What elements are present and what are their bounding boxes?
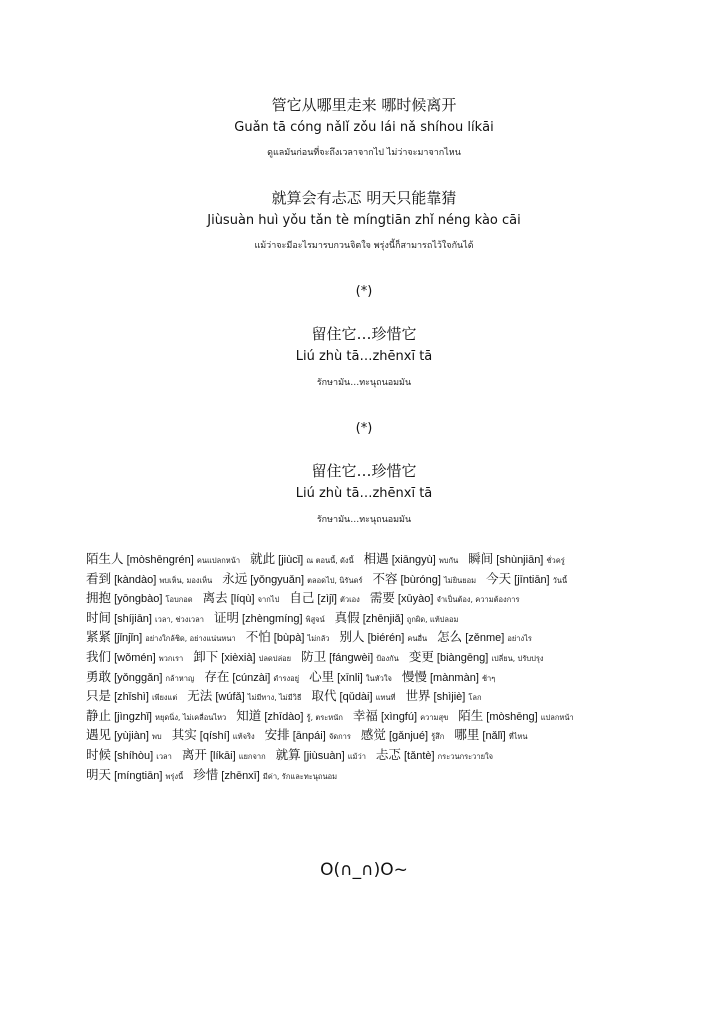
vocab-meaning: ที่ไหน bbox=[508, 732, 528, 742]
vocab-hanzi: 存在 bbox=[204, 668, 230, 684]
vocab-line bbox=[86, 724, 726, 744]
vocab-entry bbox=[86, 646, 183, 665]
vocab-pinyin: [xīnli] bbox=[334, 671, 366, 684]
vocab-entry bbox=[402, 666, 495, 685]
vocab-entry bbox=[193, 764, 337, 783]
vocab-hanzi: 感觉 bbox=[360, 727, 386, 743]
vocab-meaning: เปลี่ยน, ปรับปรุง bbox=[491, 653, 544, 663]
vocab-entry bbox=[204, 666, 299, 685]
vocab-meaning: ความสุข bbox=[420, 712, 449, 722]
vocab-hanzi: 就算 bbox=[275, 746, 301, 762]
vocab-entry bbox=[364, 548, 459, 567]
vocab-hanzi: 陌生 bbox=[458, 707, 484, 723]
vocab-entry bbox=[376, 744, 493, 763]
vocab-pinyin: [fángwèi] bbox=[326, 651, 377, 664]
vocab-meaning: โอบกอด bbox=[165, 595, 193, 605]
vocab-entry bbox=[265, 724, 351, 743]
vocab-hanzi: 就此 bbox=[250, 551, 276, 566]
vocab-meaning: แปลกหน้า bbox=[540, 712, 574, 722]
vocab-entry bbox=[182, 744, 266, 763]
vocab-line bbox=[86, 548, 726, 568]
vocab-pinyin: [jīntiān] bbox=[511, 573, 553, 586]
vocab-pinyin: [zìjǐ] bbox=[314, 593, 341, 606]
vocab-entry bbox=[458, 705, 574, 724]
vocab-line bbox=[86, 685, 726, 705]
vocab-entry bbox=[372, 568, 476, 587]
vocab-hanzi: 怎么 bbox=[437, 629, 463, 645]
vocab-meaning: โลก bbox=[468, 693, 482, 703]
vocab-hanzi: 拥抱 bbox=[86, 590, 112, 606]
vocab-line bbox=[86, 607, 726, 627]
vocab-entry bbox=[172, 724, 255, 743]
vocab-pinyin: [yōngbào] bbox=[111, 593, 166, 606]
vocab-meaning: จัดการ bbox=[328, 732, 351, 742]
vocab-pinyin: [xūyào] bbox=[394, 593, 437, 606]
vocab-line bbox=[86, 744, 726, 764]
vocab-pinyin: [kàndào] bbox=[111, 573, 160, 586]
vocab-hanzi: 相遇 bbox=[363, 551, 389, 566]
verse-2-chinese: 就算会有忐忑 明天只能靠猜 bbox=[271, 189, 457, 207]
vocab-entry bbox=[311, 685, 395, 704]
vocab-line bbox=[86, 626, 726, 646]
vocab-pinyin: [xièxià] bbox=[218, 651, 259, 664]
vocab-hanzi: 勇敢 bbox=[86, 668, 112, 684]
chorus-marker-1: (*) bbox=[355, 284, 373, 299]
vocab-entry bbox=[86, 587, 193, 606]
vocab-pinyin: [qǔdài] bbox=[336, 691, 376, 704]
vocab-hanzi: 珍惜 bbox=[193, 766, 219, 782]
vocab-meaning: พบกัน bbox=[438, 556, 459, 565]
vocab-hanzi: 世界 bbox=[405, 688, 431, 704]
vocab-line bbox=[86, 666, 726, 686]
vocab-pinyin: [jǐnjǐn] bbox=[111, 632, 146, 645]
chorus-2-pinyin: Liú zhù tā…zhēnxī tā bbox=[295, 486, 433, 501]
vocab-meaning: หยุดนิ่ง, ไม่เคลื่อนไหว bbox=[155, 712, 227, 722]
vocab-hanzi: 离开 bbox=[181, 746, 207, 762]
vocab-pinyin: [tǎntè] bbox=[400, 749, 438, 762]
vocab-entry bbox=[236, 705, 343, 724]
vocab-meaning: กล้าหาญ bbox=[165, 673, 195, 683]
vocab-entry bbox=[335, 607, 459, 626]
vocab-entry bbox=[353, 705, 448, 724]
vocab-meaning: วันนี้ bbox=[552, 575, 568, 585]
verse-1-chinese: 管它从哪里走来 哪时候离开 bbox=[271, 96, 457, 114]
verse-1-pinyin: Guǎn tā cóng nǎlǐ zǒu lái nǎ shíhou líkāi bbox=[234, 120, 494, 135]
vocab-pinyin: [qíshí] bbox=[196, 730, 233, 743]
vocab-pinyin: [zhēnxī] bbox=[218, 769, 263, 782]
vocab-meaning: อย่างไร bbox=[507, 634, 532, 644]
vocab-hanzi: 心里 bbox=[309, 668, 335, 684]
vocab-hanzi: 需要 bbox=[369, 590, 395, 606]
vocab-pinyin: [zhèngmíng] bbox=[238, 612, 306, 625]
vocab-entry bbox=[86, 568, 212, 587]
vocab-pinyin: [ānpái] bbox=[289, 730, 329, 743]
vocab-meaning: พบเห็น, มองเห็น bbox=[159, 575, 213, 585]
vocab-hanzi: 防卫 bbox=[301, 648, 327, 664]
vocab-meaning: ไม่กลัว bbox=[307, 634, 330, 644]
verse-1-thai: ดูแลมันก่อนที่จะถึงเวลาจากไป ไม่ว่าจะมาจากไหน bbox=[267, 148, 461, 158]
vocab-pinyin: [wǒmén] bbox=[111, 651, 159, 664]
vocab-pinyin: [mòshēngrén] bbox=[123, 554, 197, 566]
vocab-pinyin: [biérén] bbox=[364, 632, 408, 645]
vocab-pinyin: [zhīdào] bbox=[261, 710, 307, 723]
vocab-meaning: ถูกผิด, แท้ปลอม bbox=[406, 614, 459, 624]
vocab-meaning: แทนที่ bbox=[375, 693, 396, 703]
vocab-entry bbox=[289, 587, 360, 606]
vocab-meaning: พิสูจน์ bbox=[305, 614, 325, 624]
vocab-meaning: ไม่ยินยอม bbox=[443, 575, 477, 585]
vocab-entry bbox=[193, 646, 291, 665]
vocab-entry bbox=[86, 685, 177, 704]
vocab-meaning: ปลดปล่อย bbox=[258, 653, 292, 663]
vocab-hanzi: 真假 bbox=[334, 609, 360, 625]
vocab-meaning: แยกจาก bbox=[238, 751, 266, 761]
vocab-meaning: ตลอดไป, นิรันดร์ bbox=[307, 575, 363, 585]
vocab-hanzi: 无法 bbox=[187, 688, 213, 704]
chorus-1-pinyin: Liú zhù tā…zhēnxī tā bbox=[295, 349, 433, 364]
vocab-line bbox=[86, 705, 726, 725]
vocab-meaning: รู้, ตระหนัก bbox=[306, 712, 343, 722]
vocab-entry bbox=[86, 705, 226, 724]
vocab-hanzi: 今天 bbox=[486, 570, 512, 586]
vocab-hanzi: 时候 bbox=[86, 746, 112, 762]
vocab-hanzi: 哪里 bbox=[454, 727, 480, 743]
vocab-pinyin: [wúfǎ] bbox=[212, 691, 248, 704]
vocab-hanzi: 慢慢 bbox=[401, 668, 427, 684]
vocab-meaning: แท้จริง bbox=[232, 732, 255, 742]
vocab-meaning: จากไป bbox=[257, 595, 280, 605]
vocab-entry bbox=[276, 744, 366, 763]
vocab-meaning: ป้องกัน bbox=[376, 653, 399, 663]
vocab-hanzi: 别人 bbox=[339, 629, 365, 645]
vocab-pinyin: [jiùsuàn] bbox=[300, 749, 348, 762]
vocab-entry bbox=[454, 724, 527, 743]
vocab-hanzi: 幸福 bbox=[352, 707, 378, 723]
chorus-1-chinese: 留住它…珍惜它 bbox=[311, 325, 417, 343]
vocab-hanzi: 变更 bbox=[408, 648, 434, 664]
vocab-meaning: เวลา bbox=[156, 751, 172, 761]
vocab-meaning: อย่างใกล้ชิด, อย่างแน่นหนา bbox=[145, 634, 236, 644]
vocab-pinyin: [xiāngyù] bbox=[388, 554, 439, 566]
vocab-meaning: ในหัวใจ bbox=[365, 673, 392, 683]
vocab-meaning: ตัวเอง bbox=[340, 595, 360, 605]
vocab-pinyin: [gǎnjué] bbox=[385, 730, 432, 743]
vocab-pinyin: [biàngēng] bbox=[433, 651, 492, 664]
vocab-hanzi: 瞬间 bbox=[468, 551, 494, 566]
vocab-pinyin: [míngtiān] bbox=[111, 769, 166, 782]
verse-2-pinyin: Jiùsuàn huì yǒu tǎn tè míngtiān zhǐ néng kào cāi bbox=[207, 213, 521, 228]
vocab-hanzi: 明天 bbox=[86, 766, 112, 782]
vocab-pinyin: [shùnjiān] bbox=[493, 554, 547, 566]
vocab-meaning: คนอื่น bbox=[407, 634, 428, 644]
vocab-entry bbox=[86, 724, 162, 743]
vocab-entry bbox=[214, 607, 325, 626]
vocab-entry bbox=[86, 764, 183, 783]
vocab-pinyin: [zěnme] bbox=[462, 632, 508, 645]
vocab-hanzi: 不容 bbox=[372, 570, 398, 586]
vocab-meaning: พรุ่งนี้ bbox=[165, 771, 184, 781]
vocab-hanzi: 离去 bbox=[202, 590, 228, 606]
vocab-meaning: ไม่มีทาง, ไม่มีวิธี bbox=[247, 693, 302, 703]
vocab-meaning: กระวนกระวายใจ bbox=[437, 751, 494, 761]
vocab-entry bbox=[246, 626, 330, 645]
vocab-pinyin: [cúnzài] bbox=[229, 671, 274, 684]
vocab-meaning: จำเป็นต้อง, ความต้องการ bbox=[436, 595, 520, 605]
vocab-meaning: รู้สึก bbox=[431, 732, 445, 742]
vocab-hanzi: 忐忑 bbox=[375, 746, 401, 762]
vocab-entry bbox=[86, 744, 172, 763]
vocab-pinyin: [yǒngyuǎn] bbox=[247, 573, 308, 586]
vocab-entry bbox=[187, 685, 301, 704]
vocab-pinyin: [shíhòu] bbox=[111, 749, 157, 762]
vocabulary-list bbox=[86, 548, 726, 783]
vocab-meaning: ช้าๆ bbox=[481, 673, 496, 683]
vocab-pinyin: [jìngzhǐ] bbox=[111, 710, 156, 723]
chorus-2-chinese: 留住它…珍惜它 bbox=[311, 462, 417, 480]
vocab-hanzi: 陌生人 bbox=[86, 551, 124, 566]
vocab-meaning: ดำรงอยู่ bbox=[273, 673, 300, 683]
vocab-pinyin: [nǎlǐ] bbox=[479, 730, 509, 743]
vocab-entry bbox=[409, 646, 544, 665]
vocab-meaning: เวลา, ช่วงเวลา bbox=[155, 614, 204, 624]
vocab-entry bbox=[86, 607, 204, 626]
vocab-pinyin: [jiùcǐ] bbox=[275, 554, 307, 566]
vocab-hanzi: 只是 bbox=[86, 688, 112, 704]
vocab-meaning: มีค่า, รักและทะนุถนอม bbox=[262, 771, 338, 781]
verse-2-thai: แม้ว่าจะมีอะไรมารบกวนจิตใจ พรุ่งนี้ก็สามารถไว้ใจกันได้ bbox=[254, 241, 474, 251]
vocab-line bbox=[86, 646, 726, 666]
vocab-line bbox=[86, 587, 726, 607]
vocab-hanzi: 自己 bbox=[289, 590, 315, 606]
vocab-pinyin: [líkāi] bbox=[206, 749, 239, 762]
vocab-meaning: แม้ว่า bbox=[347, 751, 366, 761]
vocab-hanzi: 其实 bbox=[171, 727, 197, 743]
vocab-entry bbox=[309, 666, 392, 685]
vocab-pinyin: [yùjiàn] bbox=[111, 730, 152, 743]
vocab-entry bbox=[86, 626, 236, 645]
vocab-pinyin: [mànmàn] bbox=[426, 671, 482, 684]
vocab-line bbox=[86, 568, 726, 588]
vocab-meaning: ชั่วครู่ bbox=[546, 556, 565, 565]
vocab-hanzi: 我们 bbox=[86, 648, 112, 664]
vocab-pinyin: [shìjiè] bbox=[430, 691, 469, 704]
vocab-hanzi: 时间 bbox=[86, 609, 112, 625]
chorus-1-thai: รักษามัน…ทะนุถนอมมัน bbox=[316, 378, 412, 388]
vocab-pinyin: [zhēnjiǎ] bbox=[359, 612, 407, 625]
vocab-hanzi: 看到 bbox=[86, 570, 112, 586]
vocab-hanzi: 静止 bbox=[86, 707, 112, 723]
vocab-pinyin: [bùpà] bbox=[270, 632, 308, 645]
vocab-entry bbox=[405, 685, 481, 704]
vocab-meaning: พวกเรา bbox=[158, 653, 184, 663]
vocab-entry bbox=[203, 587, 280, 606]
vocab-pinyin: [líqù] bbox=[227, 593, 258, 606]
vocab-pinyin: [bùróng] bbox=[397, 573, 444, 586]
vocab-pinyin: [xìngfú] bbox=[377, 710, 421, 723]
vocab-pinyin: [shíjiān] bbox=[111, 612, 156, 625]
vocab-entry bbox=[468, 548, 565, 567]
vocab-entry bbox=[301, 646, 399, 665]
vocab-hanzi: 紧紧 bbox=[86, 629, 112, 645]
vocab-hanzi: 永远 bbox=[222, 570, 248, 586]
vocab-pinyin: [yǒnggǎn] bbox=[111, 671, 166, 684]
vocab-meaning: พบ bbox=[151, 732, 162, 742]
vocab-entry bbox=[340, 626, 428, 645]
vocab-entry bbox=[250, 548, 354, 567]
emoticon: O(∩_∩)O~ bbox=[320, 860, 408, 880]
vocab-entry bbox=[222, 568, 362, 587]
vocab-hanzi: 安排 bbox=[264, 727, 290, 743]
vocab-pinyin: [mòshēng] bbox=[483, 710, 541, 723]
vocab-hanzi: 知道 bbox=[236, 707, 262, 723]
vocab-meaning: ณ ตอนนี้, ดังนี้ bbox=[306, 556, 354, 565]
vocab-entry bbox=[361, 724, 444, 743]
vocab-line bbox=[86, 764, 726, 784]
chorus-2-thai: รักษามัน…ทะนุถนอมมัน bbox=[316, 515, 412, 525]
vocab-meaning: เพียงแต่ bbox=[151, 693, 178, 703]
vocab-hanzi: 取代 bbox=[311, 688, 337, 704]
vocab-entry bbox=[86, 548, 240, 567]
vocab-entry bbox=[370, 587, 520, 606]
vocab-hanzi: 证明 bbox=[213, 609, 239, 625]
vocab-entry bbox=[486, 568, 567, 587]
vocab-entry bbox=[437, 626, 532, 645]
vocab-entry bbox=[86, 666, 194, 685]
vocab-hanzi: 不怕 bbox=[245, 629, 271, 645]
vocab-pinyin: [zhǐshì] bbox=[111, 691, 152, 704]
vocab-hanzi: 卸下 bbox=[193, 648, 219, 664]
vocab-meaning: คนแปลกหน้า bbox=[196, 556, 241, 565]
chorus-marker-2: (*) bbox=[355, 421, 373, 436]
vocab-hanzi: 遇见 bbox=[86, 727, 112, 743]
